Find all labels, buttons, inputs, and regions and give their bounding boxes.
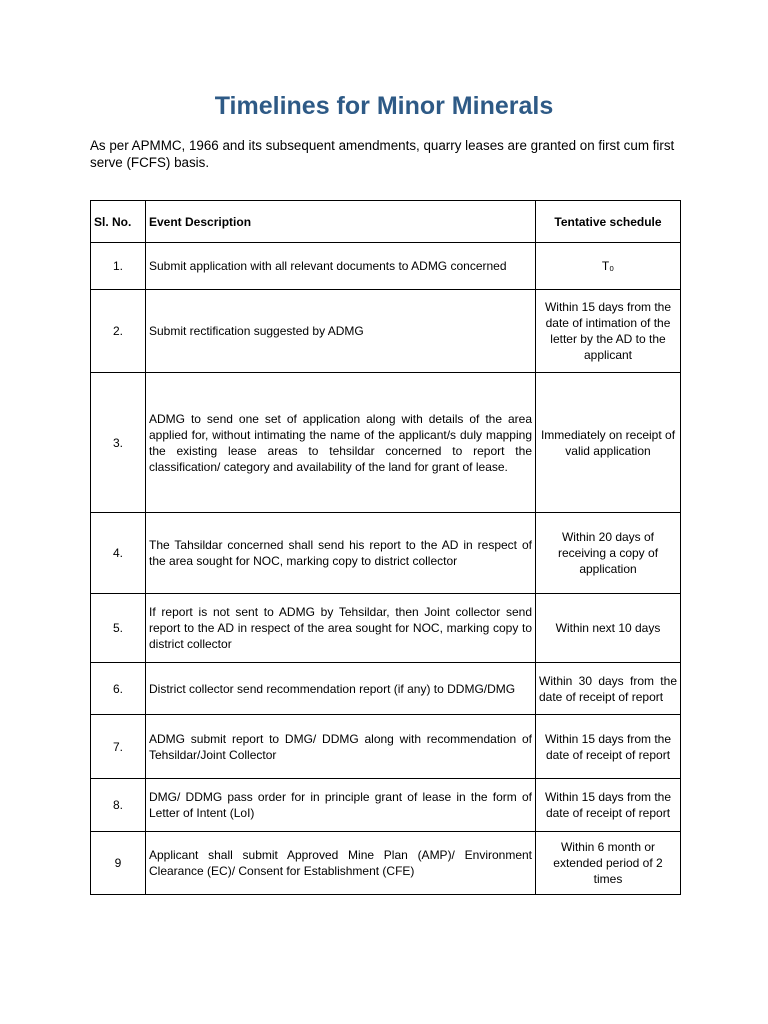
row-sl-no: 8. <box>91 779 146 832</box>
row-sl-no: 3. <box>91 373 146 513</box>
table-row <box>91 779 681 832</box>
table-header-row <box>91 201 681 243</box>
table-row <box>91 594 681 663</box>
row-event: Applicant shall submit Approved Mine Plan (AMP)/ Environment Clearance (EC)/ Consent for Establishment (CFE) <box>146 832 536 895</box>
header-tentative-schedule: Tentative schedule <box>536 201 681 243</box>
table-row <box>91 373 681 513</box>
row-schedule: Within 15 days from the date of intimation of the letter by the AD to the applicant <box>536 290 681 373</box>
page-title: Timelines for Minor Minerals <box>214 92 554 120</box>
row-sl-no: 6. <box>91 663 146 715</box>
row-sl-no: 2. <box>91 290 146 373</box>
table-row <box>91 243 681 290</box>
row-event: The Tahsildar concerned shall send his report to the AD in respect of the area sought for NOC, marking copy to district collector <box>146 513 536 594</box>
intro-paragraph: As per APMMC, 1966 and its subsequent amendments, quarry leases are granted on first cum first serve (FCFS) basis. <box>90 138 675 170</box>
row-sl-no: 1. <box>91 243 146 290</box>
header-event-description: Event Description <box>146 201 536 243</box>
row-event: ADMG submit report to DMG/ DDMG along with recommendation of Tehsildar/Joint Collector <box>146 715 536 779</box>
row-sl-no: 5. <box>91 594 146 663</box>
table-row <box>91 715 681 779</box>
row-schedule: T₀ <box>536 243 681 290</box>
row-sl-no: 4. <box>91 513 146 594</box>
row-schedule: Within 15 days from the date of receipt of report <box>536 715 681 779</box>
row-event: Submit rectification suggested by ADMG <box>146 290 536 373</box>
row-event: District collector send recommendation report (if any) to DDMG/DMG <box>146 663 536 715</box>
row-sl-no: 7. <box>91 715 146 779</box>
row-schedule: Within 20 days of receiving a copy of application <box>536 513 681 594</box>
row-event: If report is not sent to ADMG by Tehsildar, then Joint collector send report to the AD in respect of the area sought for NOC, marking copy to district collector <box>146 594 536 663</box>
row-schedule: Within 15 days from the date of receipt of report <box>536 779 681 832</box>
row-sl-no: 9 <box>91 832 146 895</box>
row-schedule: Within 6 month or extended period of 2 times <box>536 832 681 895</box>
row-schedule: Within next 10 days <box>536 594 681 663</box>
row-event: Submit application with all relevant documents to ADMG concerned <box>146 243 536 290</box>
table-row <box>91 832 681 895</box>
row-event: DMG/ DDMG pass order for in principle grant of lease in the form of Letter of Intent (LoI) <box>146 779 536 832</box>
timeline-table <box>90 200 681 895</box>
header-sl-no: Sl. No. <box>91 201 146 243</box>
row-schedule: Immediately on receipt of valid application <box>536 373 681 513</box>
table-row <box>91 290 681 373</box>
row-event: ADMG to send one set of application along with details of the area applied for, without intimating the name of the applicant/s duly mapping the existing lease areas to tehsildar concerned to report the classification/ category and availability of the land for grant of lease. <box>146 373 536 513</box>
row-schedule: Within 30 days from the date of receipt of report <box>536 663 681 715</box>
table-row <box>91 663 681 715</box>
table-row <box>91 513 681 594</box>
